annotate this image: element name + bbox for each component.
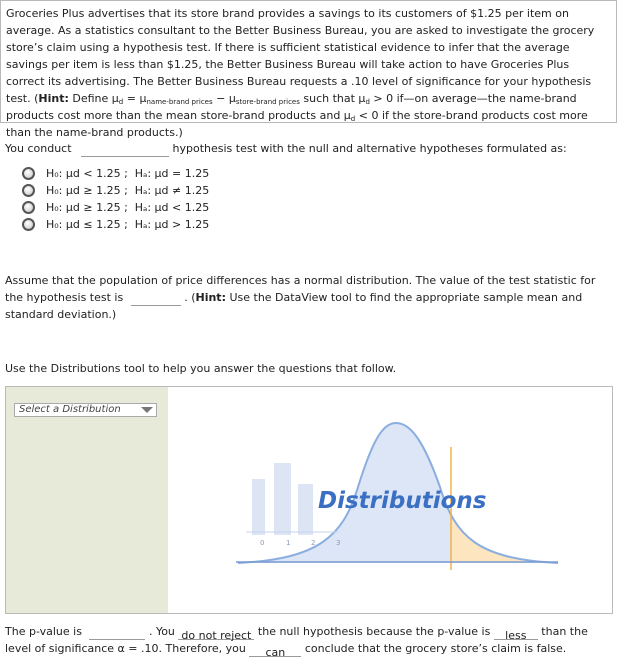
chevron-down-icon: [141, 407, 153, 413]
radio-button[interactable]: [22, 201, 35, 214]
axis-tick-label: 3: [336, 539, 341, 547]
use-tool-instruction: Use the Distributions tool to help you answer the questions that follow.: [5, 362, 397, 375]
hypothesis-option-2[interactable]: H₀: μd ≥ 1.25 ; Hₐ: μd ≠ 1.25: [22, 182, 209, 199]
logo-bar: [274, 463, 291, 535]
tool-control-panel: [6, 387, 168, 613]
hypothesis-option-3[interactable]: H₀: μd ≥ 1.25 ; Hₐ: μd < 1.25: [22, 199, 209, 216]
radio-button[interactable]: [22, 218, 35, 231]
hint-label: Hint:: [38, 92, 69, 105]
radio-button[interactable]: [22, 167, 35, 180]
test-type-dropdown[interactable]: [81, 144, 169, 157]
hint-label: Hint:: [195, 291, 226, 304]
test-statistic-input[interactable]: [131, 293, 181, 306]
hypothesis-option-4[interactable]: H₀: μd ≤ 1.25 ; Hₐ: μd > 1.25: [22, 216, 209, 233]
radio-button[interactable]: [22, 184, 35, 197]
comparison-dropdown[interactable]: less: [494, 627, 538, 640]
problem-text: Groceries Plus advertises that its store brand provides a savings to its customers of $1.25 per item on average. As a statistics consultant to the Better Business Bureau, you are asked to investigate the grocery store’s claim using a hypothesis test. If there is sufficient statistical evidence to infer that the average savings per item is less than $1.25, the Better Business Bureau will take action to have Groceries Plus correct its advertising. The Better Business Bureau requests a .10 level of significance for your hypothesis test. (Hint: Define $\mu_d = \mu_{name-brand prices} - \mu_{store-brand prices}$ such that $\mu_d > 0$ if—on average—the name-brand products cost more than the mean store-brand products and $\mu_d < 0$ if the store-brand products cost more than the name-brand products.): [6, 7, 595, 139]
logo-bar: [298, 484, 313, 535]
distributions-tool: [5, 386, 613, 614]
hypothesis-options: [22, 165, 209, 233]
conclusion-dropdown[interactable]: can: [249, 644, 301, 657]
test-statistic-sentence: Assume that the population of price differences has a normal distribution. The value of the test statistic for the hypothesis test is . (Hint: Use the DataView tool to find the appropriate sample mean and standard deviation.): [5, 274, 596, 321]
problem-statement: [0, 0, 617, 139]
distribution-graph[interactable]: [168, 387, 612, 613]
conclusion-sentence: The p-value is . You do not reject the null hypothesis because the p-value is less than the level of significance α = .10. Therefore, you can conclude that the grocery store’s claim is false.: [5, 625, 588, 659]
axis-tick-label: 1: [286, 539, 291, 547]
reject-decision-dropdown[interactable]: do not reject: [178, 627, 254, 640]
conduct-sentence: You conduct hypothesis test with the null and alternative hypotheses formulated as:: [5, 142, 567, 155]
distribution-select[interactable]: Select a Distribution: [14, 403, 157, 417]
axis-tick-label: 0: [260, 539, 265, 547]
hypothesis-option-1[interactable]: H₀: μd < 1.25 ; Hₐ: μd = 1.25: [22, 165, 209, 182]
distributions-logo-text: Distributions: [318, 488, 487, 514]
logo-bar: [252, 479, 265, 535]
axis-tick-label: 2: [311, 539, 316, 547]
p-value-input[interactable]: [89, 627, 145, 640]
